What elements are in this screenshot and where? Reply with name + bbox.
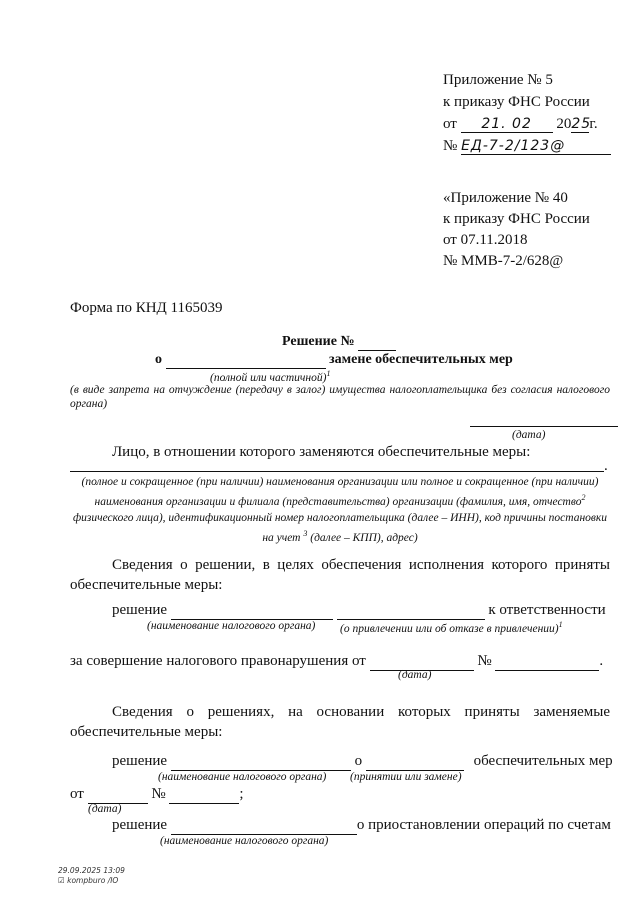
suspend-authority-field [171,817,357,835]
full-partial-hint: (полной или частичной)$^1$ [210,369,331,384]
decisions-hint-org: (наименование налогового органа) [158,771,327,783]
date-hint: (дата) [512,429,546,441]
person-hint: (полное и сокращенное (при наличии) наименования организации или полное и сокращенное (при наличии) наименования организации и филиала (представительства) организации (фамилия, имя, отчество$^2$ физического лица), идентификационный номер налогоплательщика (далее – ИНН), код причины постановки на учет $^3$ (далее – КПП), адрес) [72,476,608,544]
annex40-line3: от 07.11.2018 [443,232,528,248]
info-decision-resh: решение [112,602,168,618]
annex40-line4: № ММВ-7-2/628@ [443,253,564,269]
offense-line [70,653,603,671]
form-code: Форма по КНД 1165039 [70,300,223,316]
full-partial-field [166,352,326,369]
annex-date-line [443,116,598,133]
footer-checkbox-icon: ☑ [58,876,65,885]
person-field [70,471,604,472]
suspend-resh: решение [112,817,168,833]
info-decision-resp: к ответственности [488,602,606,618]
info-decision-hint-org: (наименование налогового органа) [147,620,316,632]
decisions-o: о [354,753,363,769]
decision-subtitle [155,352,513,369]
annex-number-line [443,138,611,155]
annex-line1: Приложение № 5 [443,72,553,88]
info-decisions-text: Сведения о решениях, на основании которых приняты заменяемые обеспечительные меры: [70,704,610,740]
annex-date-handwritten: 21. 02 [461,116,553,133]
annex40-line1: «Приложение № 40 [443,190,568,206]
date-field [470,426,618,427]
decisions-from: от [70,786,84,802]
person-period: . [604,458,608,474]
title-description: (в виде запрета на отчуждение (передачу в залог) имущества налогоплательщика без согласия налогового органа) [70,384,610,410]
annex-year-suffix: г. [589,116,598,132]
decisions-date-hint: (дата) [88,803,122,815]
offense-num-sign: № [477,653,492,669]
annex-year-handwritten: 25 [571,116,592,132]
decisions-line [112,753,613,771]
offense-period: . [599,653,604,669]
offense-number-field [495,653,599,671]
annex-line2: к приказу ФНС России [443,94,590,110]
decisions-from-line [70,786,244,804]
info-decision-text: Сведения о решении, в целях обеспечения исполнения которого приняты обеспечительные меры: [70,557,610,593]
suspend-line [112,817,611,835]
decisions-semicolon: ; [239,786,244,802]
info-decision-line [112,602,606,620]
decisions-num-sign: № [151,786,166,802]
decision-title [282,334,396,351]
annex40-line2: к приказу ФНС России [443,211,590,227]
annex-date-prefix: от [443,116,457,132]
suspend-hint-org: (наименование налогового органа) [160,835,329,847]
decisions-authority-field [171,753,351,771]
decisions-measures: обеспечительных мер [473,753,613,769]
annex-year-prefix: 20 [556,116,572,132]
info-decision-hint-attr: (о привлечении или об отказе в привлечении)$^1$ [340,620,563,635]
person-label: Лицо, в отношении которого заменяются обеспечительные меры: [112,444,531,460]
footer-timestamp: 29.09.2025 13:09 [58,866,125,875]
attraction-field [337,602,485,620]
decisions-hint-adopt: (принятии или замене) [350,771,462,783]
annex-num-handwritten: ЕД-7-2/123@ [461,138,611,155]
suspend-text: о приостановлении операций по счетам [356,817,611,833]
offense-date-hint: (дата) [398,669,432,681]
tax-authority-field [171,602,333,620]
decision-subtitle-replace: замене обеспечительных мер [329,352,513,367]
decisions-adopt-field [366,753,464,771]
decision-number-field [358,334,396,351]
annex-num-prefix: № [443,138,458,154]
decision-title-text: Решение № [282,334,355,349]
offense-text: за совершение налогового правонарушения от [70,653,366,669]
decision-subtitle-o: о [155,352,162,367]
decisions-resh: решение [112,753,168,769]
decisions-date-field [88,786,148,804]
decisions-number-field [169,786,239,804]
footer-kompburo: ☑ kompburo /IO [58,876,119,885]
